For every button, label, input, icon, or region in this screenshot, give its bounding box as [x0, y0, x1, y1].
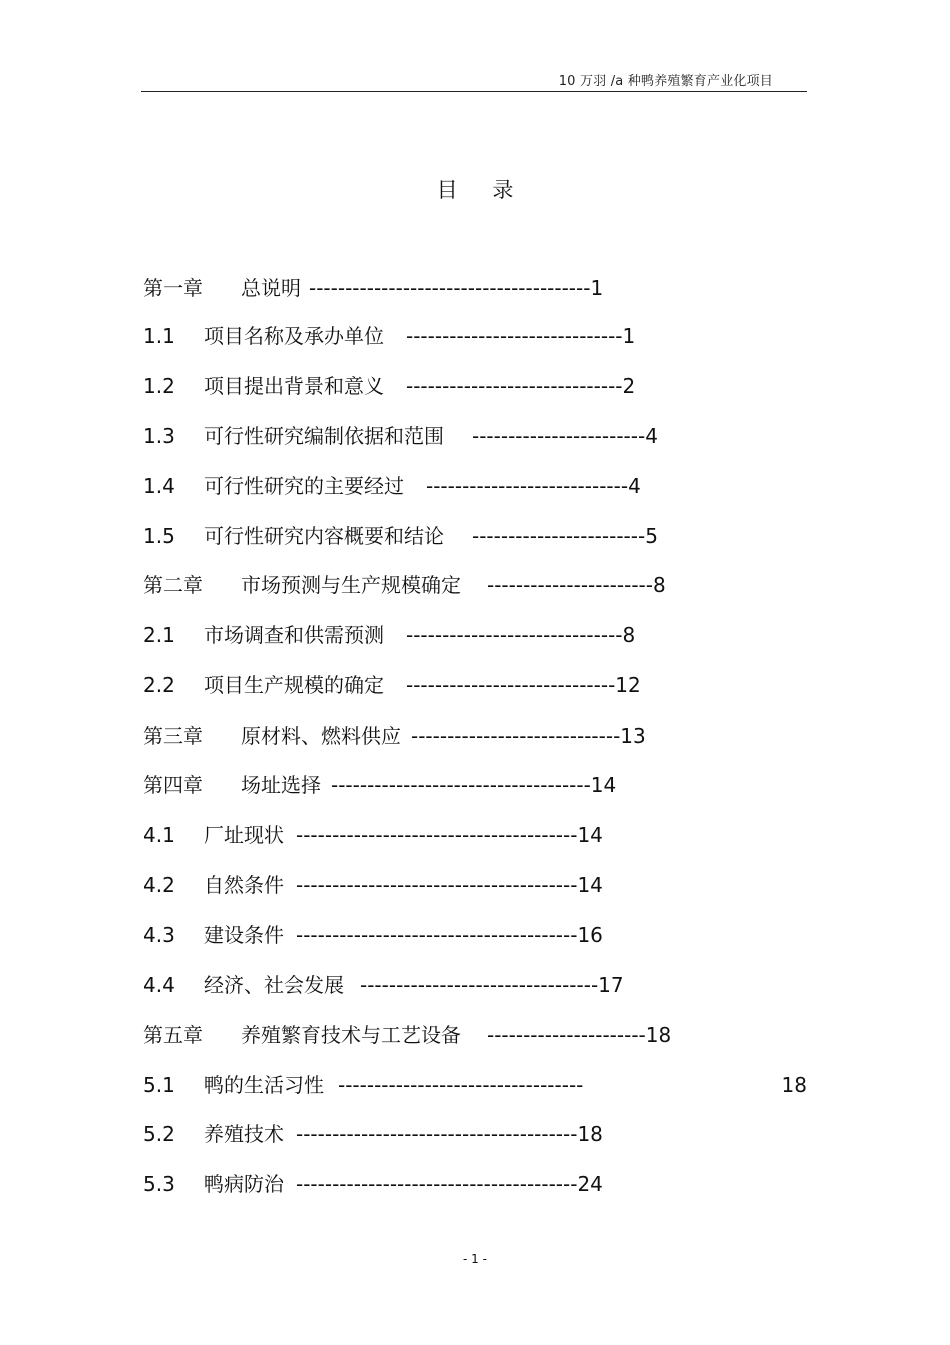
toc-entry[interactable] [143, 871, 603, 899]
toc-entry[interactable] [143, 771, 616, 799]
toc-entry-leader: ---------------------------------------18 [296, 1122, 603, 1146]
toc-entry[interactable] [143, 372, 635, 400]
toc-entry-number: 4.4 [143, 973, 175, 997]
toc-entry-title: 原材料、燃料供应 [241, 724, 401, 748]
toc-entry-number: 1.1 [143, 324, 175, 348]
toc-entry-leader: ---------------------------------------24 [296, 1172, 603, 1196]
header-rule [141, 91, 807, 92]
toc-entry-title: 可行性研究编制依据和范围 [204, 424, 444, 448]
toc-entry-number: 5.3 [143, 1172, 175, 1196]
toc-entry[interactable] [143, 1120, 603, 1148]
toc-entry[interactable] [143, 1071, 807, 1099]
toc-entry[interactable] [143, 322, 635, 350]
toc-entry[interactable] [143, 1170, 603, 1198]
toc-entry-number: 第二章 [143, 573, 203, 597]
toc-entry-leader: ------------------------4 [472, 424, 658, 448]
toc-entry-leader: ------------------------------1 [406, 324, 636, 348]
toc-entry-leader: -----------------------------13 [411, 724, 646, 748]
toc-entry-number: 第五章 [143, 1023, 203, 1047]
toc-entry-leader: -----------------------8 [487, 573, 666, 597]
toc-entry-title: 场址选择 [241, 773, 321, 797]
toc-entry-title: 项目提出背景和意义 [204, 374, 384, 398]
toc-entry[interactable] [143, 571, 666, 599]
toc-entry-number: 1.2 [143, 374, 175, 398]
toc-entry[interactable] [143, 971, 624, 999]
toc-entry[interactable] [143, 821, 603, 849]
toc-entry-title: 市场调查和供需预测 [204, 623, 384, 647]
toc-entry-leader: ------------------------------2 [406, 374, 636, 398]
toc-entry-leader: -----------------------------12 [406, 673, 641, 697]
toc-entry-title: 市场预测与生产规模确定 [241, 573, 461, 597]
toc-entry-leader: ---------------------------------------1 [309, 276, 604, 300]
toc-entry[interactable] [143, 722, 646, 750]
toc-entry-title: 鸭的生活习性 [204, 1073, 324, 1097]
toc-entry-title: 总说明 [241, 276, 301, 300]
toc-entry-title: 可行性研究的主要经过 [204, 474, 404, 498]
toc-entry-number: 第四章 [143, 773, 203, 797]
toc-entry-number: 第三章 [143, 724, 203, 748]
toc-entry-title: 经济、社会发展 [204, 973, 344, 997]
toc-entry-number: 4.3 [143, 923, 175, 947]
running-header: 10 万羽 /a 种鸭养殖繁育产业化项目 [558, 74, 773, 89]
toc-entry-title: 养殖技术 [204, 1122, 284, 1146]
toc-entry-leader: ----------------------------4 [426, 474, 641, 498]
toc-entry-leader: ---------------------------------- [338, 1073, 584, 1097]
toc-entry-number: 5.2 [143, 1122, 175, 1146]
toc-entry[interactable] [143, 422, 658, 450]
toc-entry[interactable] [143, 621, 635, 649]
toc-entry-title: 鸭病防治 [204, 1172, 284, 1196]
toc-entry-leader: ------------------------------------14 [331, 773, 617, 797]
toc-entry-leader: ---------------------------------------14 [296, 823, 603, 847]
toc-entry-leader: ---------------------------------------14 [296, 873, 603, 897]
toc-entry-leader: ------------------------------8 [406, 623, 636, 647]
toc-entry-number: 1.5 [143, 524, 175, 548]
toc-entry-title: 厂址现状 [204, 823, 284, 847]
toc-entry-number: 2.2 [143, 673, 175, 697]
toc-entry-number: 2.1 [143, 623, 175, 647]
page-number: - 1 - [463, 1252, 487, 1266]
toc-entry[interactable] [143, 522, 658, 550]
toc-title: 目 录 [436, 178, 528, 202]
toc-entry-number: 1.3 [143, 424, 175, 448]
toc-entry-leader: ------------------------5 [472, 524, 658, 548]
toc-entry-number: 4.2 [143, 873, 175, 897]
toc-entry[interactable] [143, 472, 641, 500]
toc-entry-leader: ----------------------18 [487, 1023, 672, 1047]
toc-entry-number: 4.1 [143, 823, 175, 847]
toc-entry-leader: ---------------------------------17 [360, 973, 624, 997]
toc-entry[interactable] [143, 1021, 671, 1049]
toc-entry-title: 建设条件 [204, 923, 284, 947]
toc-entry-number: 5.1 [143, 1073, 175, 1097]
toc-entry-title: 可行性研究内容概要和结论 [204, 524, 444, 548]
toc-entry[interactable] [143, 921, 603, 949]
toc-entry-number: 1.4 [143, 474, 175, 498]
toc-entry[interactable] [143, 671, 641, 699]
toc-entry-number: 第一章 [143, 276, 203, 300]
toc-entry-leader: ---------------------------------------16 [296, 923, 603, 947]
toc-entry-page: 18 [781, 1073, 807, 1097]
toc-entry-title: 养殖繁育技术与工艺设备 [241, 1023, 461, 1047]
toc-entry-title: 自然条件 [204, 873, 284, 897]
toc-entry[interactable] [143, 274, 603, 302]
toc-entry-title: 项目生产规模的确定 [204, 673, 384, 697]
toc-entry-title: 项目名称及承办单位 [204, 324, 384, 348]
